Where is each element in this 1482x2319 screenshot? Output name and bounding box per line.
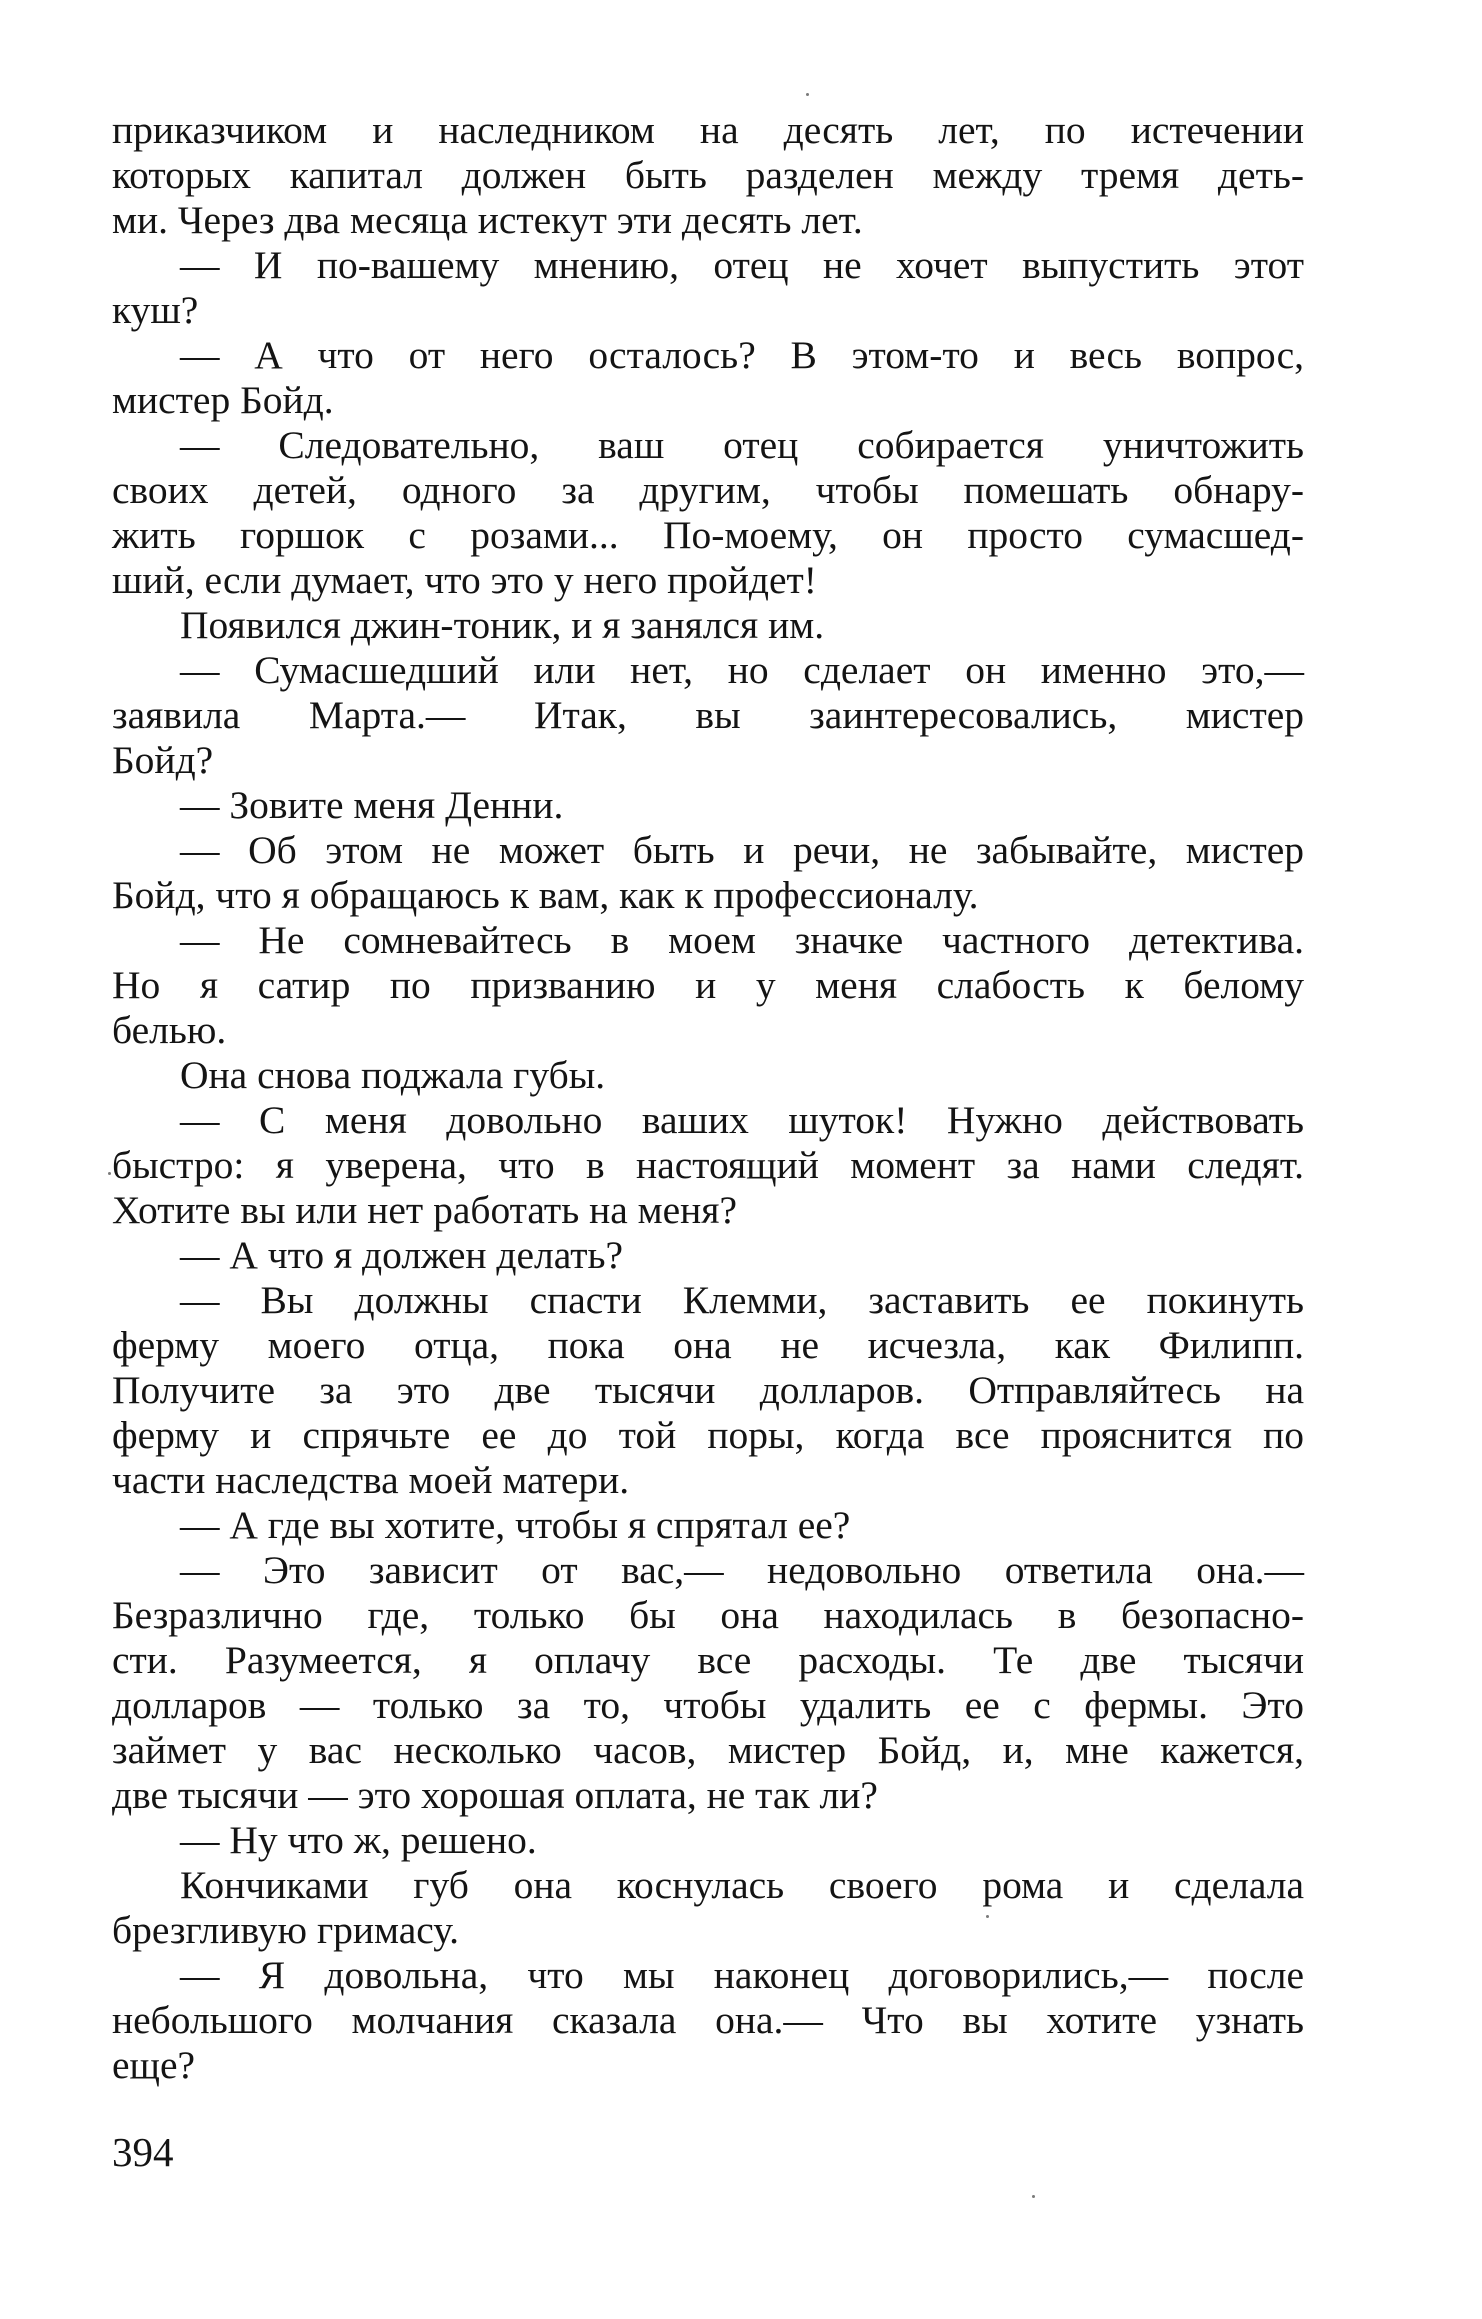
text-line: которых капитал должен быть разделен между тремя деть- [112,153,1304,197]
text-line: — А что я должен делать? [180,1233,624,1277]
print-speck [806,93,809,96]
text-line: Бойд? [112,738,214,782]
text-line: ми. Через два месяца истекут эти десять лет. [112,198,863,242]
text-line: Появился джин-тоник, и я занялся им. [180,603,825,647]
text-line: долларов — только за то, чтобы удалить ее с фермы. Это [112,1683,1304,1727]
text-line: — Это зависит от вас,— недовольно ответила она.— [180,1548,1304,1592]
text-line: ший, если думает, что это у него пройдет! [112,558,817,602]
text-line: — Не сомневайтесь в моем значке частного детектива. [180,918,1304,962]
print-speck [1032,2195,1035,2198]
text-line: еще? [112,2043,196,2087]
text-line: куш? [112,288,199,332]
print-speck [986,1915,989,1918]
text-line: — А что от него осталось? В этом-то и весь вопрос, [180,333,1304,377]
text-line: своих детей, одного за другим, чтобы помешать обнару- [112,468,1304,512]
text-line: ферму моего отца, пока она не исчезла, как Филипп. [112,1323,1304,1367]
text-line: белью. [112,1008,227,1052]
text-line: — И по-вашему мнению, отец не хочет выпустить этот [180,243,1304,287]
text-line: части наследства моей матери. [112,1458,630,1502]
text-line: Она снова поджала губы. [180,1053,606,1097]
text-line: — Я довольна, что мы наконец договорились,— после [180,1953,1304,1997]
text-line: приказчиком и наследником на десять лет, по истечении [112,108,1304,152]
text-line: Кончиками губ она коснулась своего рома и сделала [180,1863,1304,1907]
text-line: — Ну что ж, решено. [180,1818,537,1862]
print-speck [108,1172,111,1175]
text-line: Бойд, что я обращаюсь к вам, как к профессионалу. [112,873,979,917]
text-line: Хотите вы или нет работать на меня? [112,1188,737,1232]
text-line: две тысячи — это хорошая оплата, не так ли? [112,1773,878,1817]
text-line: — Следовательно, ваш отец собирается уничтожить [180,423,1304,467]
page-number: 394 [112,2129,174,2175]
text-line: — С меня довольно ваших шуток! Нужно действовать [180,1098,1304,1142]
text-line: — Зовите меня Денни. [180,783,564,827]
text-line: Получите за это две тысячи долларов. Отправляйтесь на [112,1368,1304,1412]
text-line: — А где вы хотите, чтобы я спрятал ее? [180,1503,851,1547]
text-line: небольшого молчания сказала она.— Что вы хотите узнать [112,1998,1304,2042]
text-line: — Вы должны спасти Клемми, заставить ее покинуть [180,1278,1304,1322]
text-line: — Об этом не может быть и речи, не забывайте, мистер [180,828,1304,872]
text-line: ферму и спрячьте ее до той поры, когда все прояснится по [112,1413,1304,1457]
text-line: — Сумасшедший или нет, но сделает он именно это,— [180,648,1304,692]
text-line: Безразлично где, только бы она находилась в безопасно- [112,1593,1304,1637]
text-line: мистер Бойд. [112,378,334,422]
text-line: жить горшок с розами... По-моему, он просто сумасшед- [112,513,1304,557]
text-line: Но я сатир по призванию и у меня слабость к белому [112,963,1304,1007]
text-line: сти. Разумеется, я оплачу все расходы. Те две тысячи [112,1638,1304,1682]
text-line: займет у вас несколько часов, мистер Бойд, и, мне кажется, [112,1728,1304,1772]
text-line: быстро: я уверена, что в настоящий момент за нами следят. [112,1143,1304,1187]
page-body-text [112,108,1304,2088]
text-line: заявила Марта.— Итак, вы заинтересовались, мистер [112,693,1304,737]
text-line: брезгливую гримасу. [112,1908,459,1952]
